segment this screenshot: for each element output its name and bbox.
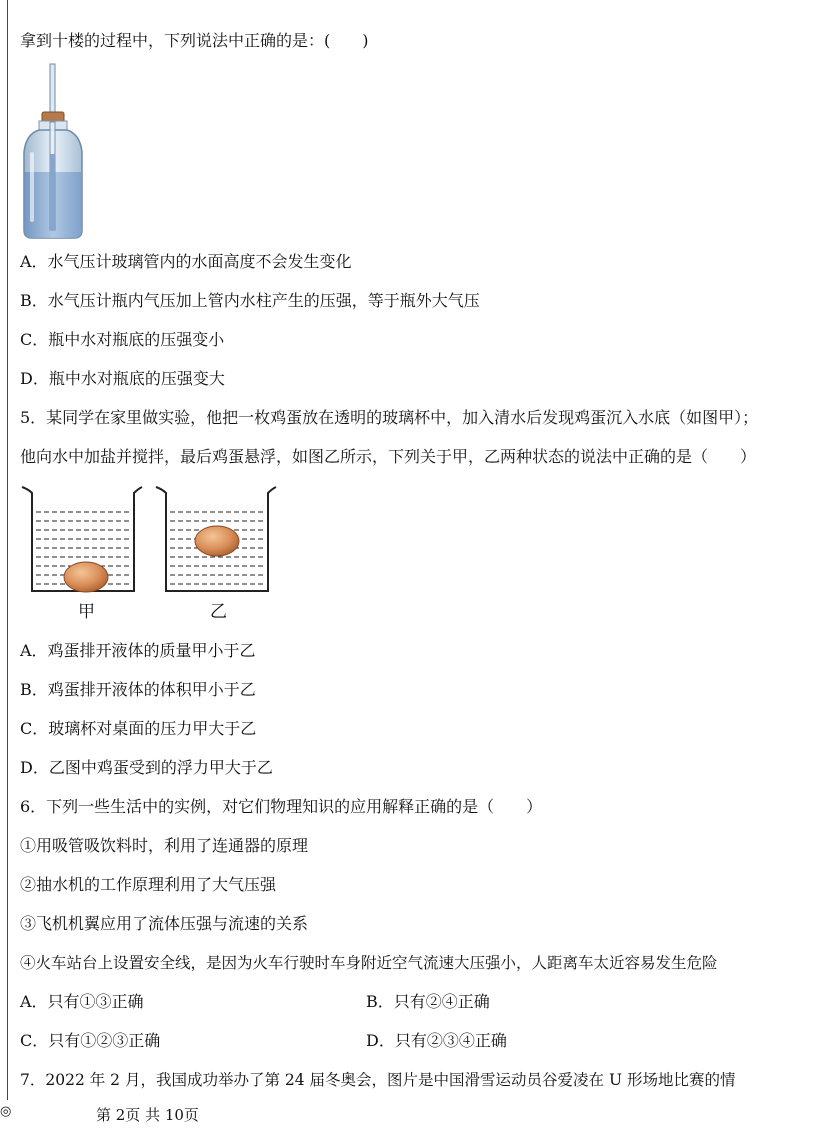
q4-option-b: B．水气压计瓶内气压加上管内水柱产生的压强，等于瓶外大气压 xyxy=(20,291,480,310)
q6-option-c: C．只有①②③正确 xyxy=(20,1031,161,1050)
q5-stem-line2: 他向水中加盐并搅拌，最后鸡蛋悬浮，如图乙所示，下列关于甲，乙两种状态的说法中正确的是（ ） xyxy=(20,447,757,466)
margin-line xyxy=(7,0,8,1100)
q6-stem: 6．下列一些生活中的实例，对它们物理知识的应用解释正确的是（ ） xyxy=(20,797,543,816)
page-number: 第 2页 共 10页 xyxy=(96,1106,199,1124)
beaker-jia xyxy=(22,487,142,592)
q4-option-a: A．水气压计玻璃管内的水面高度不会发生变化 xyxy=(20,252,352,271)
q6-option-a: A．只有①③正确 xyxy=(20,992,144,1011)
q5-option-b: B．鸡蛋排开液体的体积甲小于乙 xyxy=(20,680,256,699)
beaker-egg-figure xyxy=(18,483,280,623)
q6-item-3: ③飞机机翼应用了流体压强与流速的关系 xyxy=(20,914,309,933)
corner-mark: ◎ xyxy=(0,1104,12,1119)
q5-option-c: C．玻璃杯对桌面的压力甲大于乙 xyxy=(20,719,257,738)
q5-stem-line1: 5．某同学在家里做实验，他把一枚鸡蛋放在透明的玻璃杯中，加入清水后发现鸡蛋沉入水底（如图甲）； xyxy=(20,408,759,427)
beaker-yi xyxy=(156,487,276,591)
q6-item-2: ②抽水机的工作原理利用了大气压强 xyxy=(20,875,277,894)
label-yi: 乙 xyxy=(210,602,227,622)
q4-intro: 拿到十楼的过程中，下列说法中正确的是：( ) xyxy=(20,31,369,50)
label-jia: 甲 xyxy=(78,602,95,622)
q5-option-d: D．乙图中鸡蛋受到的浮力甲大于乙 xyxy=(20,758,273,777)
q6-option-d: D．只有②③④正确 xyxy=(366,1031,507,1050)
q7-stem: 7．2022 年 2 月，我国成功举办了第 24 届冬奥会，图片是中国滑雪运动员谷爱凌在 U 形场地比赛的情 xyxy=(20,1071,736,1089)
q6-item-4: ④火车站台上设置安全线，是因为火车行驶时车身附近空气流速大压强小，人距离车太近容易发生危险 xyxy=(20,954,718,972)
q4-option-d: D．瓶中水对瓶底的压强变大 xyxy=(20,369,225,388)
q4-option-c: C．瓶中水对瓶底的压强变小 xyxy=(20,330,225,349)
q6-option-b: B．只有②④正确 xyxy=(366,992,490,1011)
q6-item-1: ①用吸管吸饮料时，利用了连通器的原理 xyxy=(20,836,309,855)
water-barometer-figure xyxy=(20,62,86,240)
q5-option-a: A．鸡蛋排开液体的质量甲小于乙 xyxy=(20,641,256,660)
